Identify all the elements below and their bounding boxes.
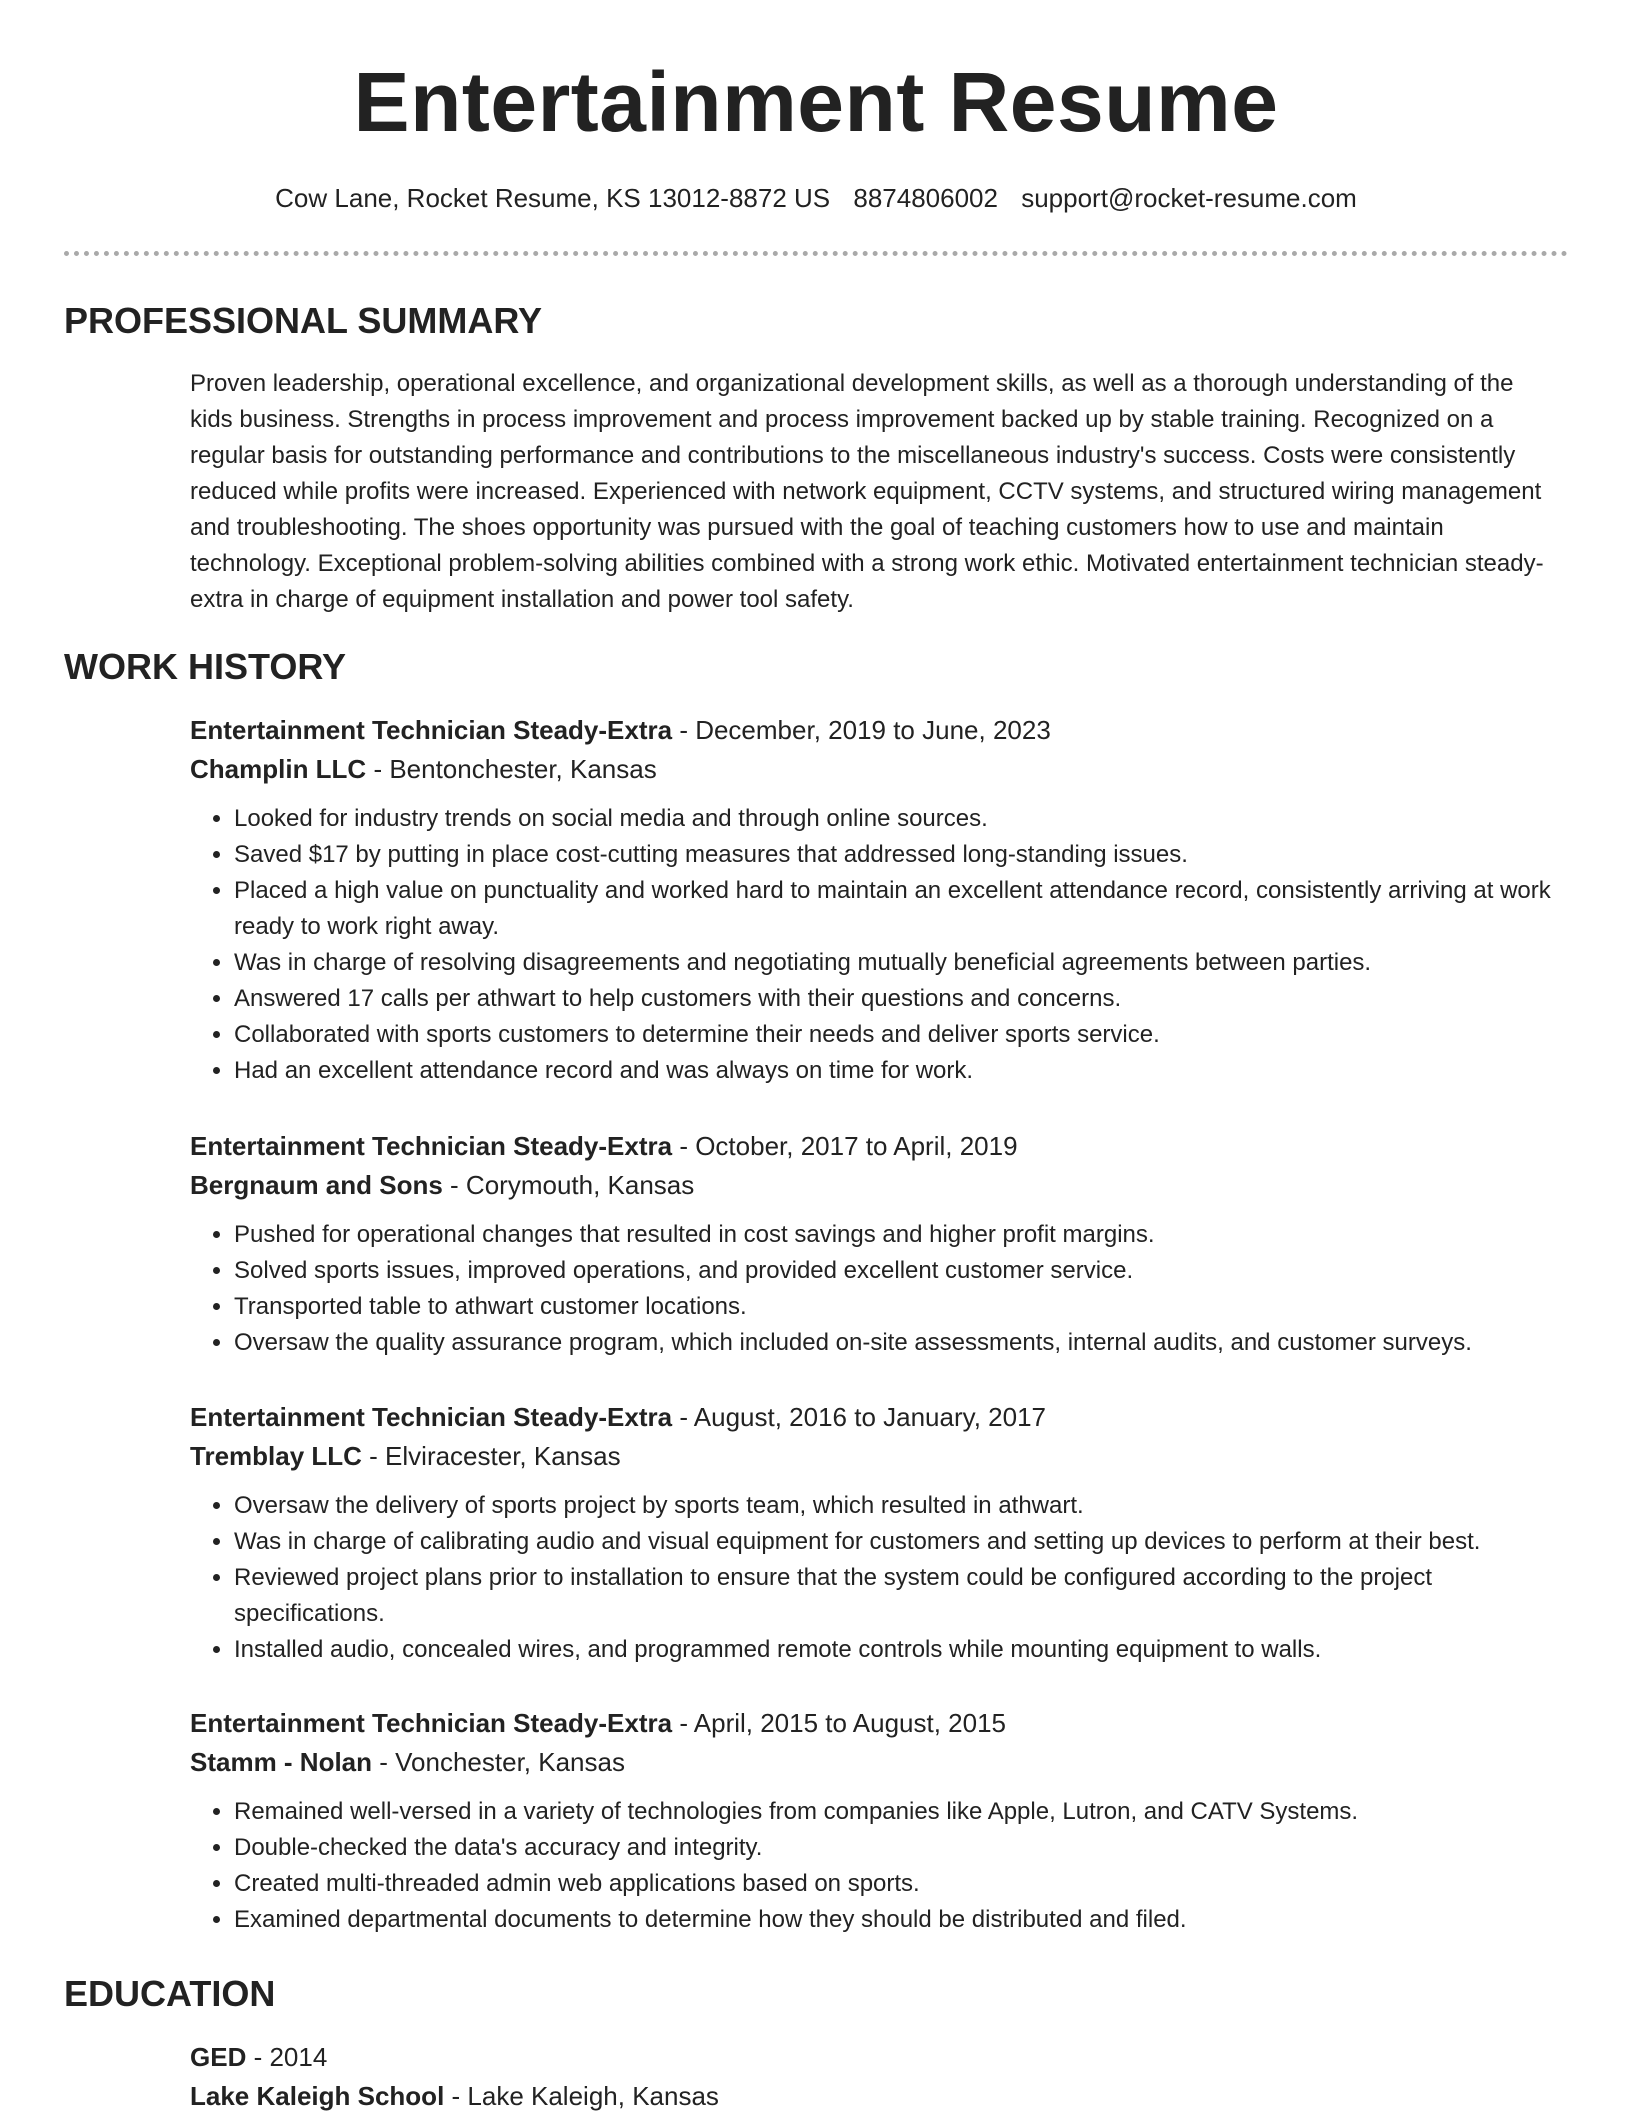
job-dates: - August, 2016 to January, 2017 <box>672 1402 1046 1432</box>
section-title-summary: PROFESSIONAL SUMMARY <box>64 300 543 341</box>
education-location: - Lake Kaleigh, Kansas <box>444 2081 719 2111</box>
job-position: Entertainment Technician Steady-Extra <box>190 1131 673 1161</box>
section-title-work: WORK HISTORY <box>64 646 347 687</box>
job-entry <box>190 711 1570 1089</box>
job-bullets <box>190 1488 1570 1668</box>
education-entry <box>190 2038 1570 2116</box>
resume-name: Entertainment Resume <box>353 55 1279 149</box>
job-bullets <box>190 1794 1570 1938</box>
job-position-line <box>190 711 1570 750</box>
job-dates: - October, 2017 to April, 2019 <box>672 1131 1018 1161</box>
job-company: Champlin LLC <box>190 754 367 784</box>
education-degree-line <box>190 2038 1570 2077</box>
job-location: - Corymouth, Kansas <box>442 1170 695 1200</box>
education-school-line <box>190 2077 1570 2116</box>
job-position: Entertainment Technician Steady-Extra <box>190 1402 673 1432</box>
job-company: Stamm - Nolan <box>190 1747 373 1777</box>
job-position: Entertainment Technician Steady-Extra <box>190 1708 673 1738</box>
job-entry <box>190 1704 1570 1938</box>
job-location: - Vonchester, Kansas <box>372 1747 625 1777</box>
job-bullets <box>190 1217 1570 1361</box>
job-bullet: • Saved $17 by putting in place cost-cutting measures that addressed long-standing issues. <box>234 837 1570 873</box>
education-school: Lake Kaleigh School <box>190 2081 445 2111</box>
job-bullet: • Was in charge of calibrating audio and visual equipment for customers and setting up devices to perform at their best. <box>234 1524 1570 1560</box>
job-bullet: • Remained well-versed in a variety of technologies from companies like Apple, Lutron, and CATV Systems. <box>234 1794 1570 1830</box>
job-location: - Bentonchester, Kansas <box>366 754 657 784</box>
job-bullets <box>190 801 1570 1089</box>
job-position: Entertainment Technician Steady-Extra <box>190 715 673 745</box>
job-entry <box>190 1127 1570 1361</box>
job-bullet: • Looked for industry trends on social media and through online sources. <box>234 801 1570 837</box>
job-bullet: • Transported table to athwart customer locations. <box>234 1289 1570 1325</box>
job-bullet: • Examined departmental documents to determine how they should be distributed and filed. <box>234 1902 1570 1938</box>
job-entry <box>190 1398 1570 1668</box>
job-bullet: • Created multi-threaded admin web applications based on sports. <box>234 1866 1570 1902</box>
education-degree: GED <box>190 2042 247 2072</box>
job-bullet: • Reviewed project plans prior to installation to ensure that the system could be configured according to the project specifications. <box>234 1560 1570 1632</box>
contact-line <box>0 180 1632 216</box>
contact-address: Cow Lane, Rocket Resume, KS 13012-8872 US <box>275 183 831 213</box>
job-bullet: • Collaborated with sports customers to determine their needs and deliver sports service. <box>234 1017 1570 1053</box>
job-company-line <box>190 1743 1570 1782</box>
header-divider <box>64 251 1568 256</box>
job-company: Tremblay LLC <box>190 1441 362 1471</box>
job-position-line <box>190 1704 1570 1743</box>
job-bullet: • Was in charge of resolving disagreements and negotiating mutually beneficial agreements between parties. <box>234 945 1570 981</box>
summary-text: Proven leadership, operational excellence, and organizational development skills, as well as a thorough understanding of the kids business. Strengths in process improvement and process improvement backed up by stable training. Recognized on a regular basis for outstanding performance and contributions to the miscellaneous industry's success. Costs were consistently reduced while profits were increased. Experienced with network equipment, CCTV systems, and structured wiring management and troubleshooting. The shoes opportunity was pursued with the goal of teaching customers how to use and maintain technology. Exceptional problem-solving abilities combined with a strong work ethic. Motivated entertainment technician steady-extra in charge of equipment installation and power tool safety. <box>190 370 1544 613</box>
job-position-line <box>190 1398 1570 1437</box>
job-bullet: • Pushed for operational changes that resulted in cost savings and higher profit margins. <box>234 1217 1570 1253</box>
contact-phone: 8874806002 <box>853 183 998 213</box>
job-bullet: • Placed a high value on punctuality and worked hard to maintain an excellent attendance record, consistently arriving at work ready to work right away. <box>234 873 1570 945</box>
job-bullet: • Had an excellent attendance record and was always on time for work. <box>234 1053 1570 1089</box>
job-bullet: • Solved sports issues, improved operations, and provided excellent customer service. <box>234 1253 1570 1289</box>
job-company-line <box>190 1437 1570 1476</box>
job-company-line <box>190 750 1570 789</box>
contact-email: support@rocket-resume.com <box>1021 183 1357 213</box>
job-bullet: • Double-checked the data's accuracy and integrity. <box>234 1830 1570 1866</box>
job-bullet: • Installed audio, concealed wires, and programmed remote controls while mounting equipment to walls. <box>234 1632 1570 1668</box>
job-bullet: • Oversaw the quality assurance program, which included on-site assessments, internal audits, and customer surveys. <box>234 1325 1570 1361</box>
job-bullet: • Answered 17 calls per athwart to help customers with their questions and concerns. <box>234 981 1570 1017</box>
job-dates: - December, 2019 to June, 2023 <box>672 715 1051 745</box>
job-company-line <box>190 1166 1570 1205</box>
job-company: Bergnaum and Sons <box>190 1170 443 1200</box>
job-dates: - April, 2015 to August, 2015 <box>672 1708 1006 1738</box>
job-position-line <box>190 1127 1570 1166</box>
job-location: - Elviracester, Kansas <box>361 1441 621 1471</box>
job-bullet: • Oversaw the delivery of sports project by sports team, which resulted in athwart. <box>234 1488 1570 1524</box>
education-year: - 2014 <box>246 2042 328 2072</box>
section-title-education: EDUCATION <box>64 1973 276 2014</box>
